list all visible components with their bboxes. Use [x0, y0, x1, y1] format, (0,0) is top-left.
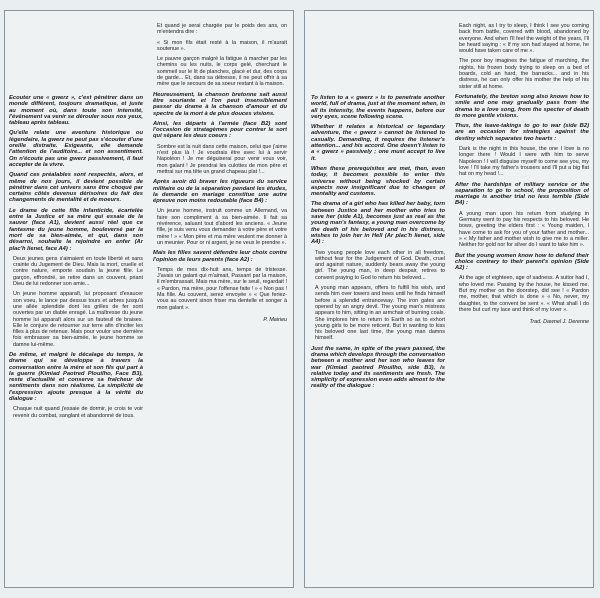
song-summary-paragraph: Deux jeunes gens s'aimaient en toute liberté et sans crainte du Jugement de Dieu. Mais la mort, cruelle et contre nature, emporte soudain la jeune fille. Le garçon, effrondré, se retire dans un couvent, priant Dieu de lui redonner son amie...: [13, 255, 143, 288]
song-summary-paragraph: Two young people love each other in all freedom, without fear for the Judgement of God. Death, cruel and against nature, suddenly bears away the young girl. The young man, in deep despair, retires to convent praying to God to return his beloved...: [315, 249, 445, 281]
english-column-2: [455, 23, 589, 585]
commentary-paragraph: Mais les filles savent défendre leur choix contre l'opinion de leurs parents (face A2) :: [153, 250, 287, 263]
song-summary-paragraph: Et quand je serai chargée par le poids des ans, on m'entendra dire :: [157, 23, 287, 36]
commentary-paragraph: Qu'elle relate une aventure historique ou légendaire, la gwerz ne peut pas s'écouter d'une oreille distraite. Exigeante, elle demande l'attention de l'auditoire... et son assentiment. On n'écoute pas une gwerz passivement, il faut accepter de la vivre.: [9, 130, 143, 168]
commentary-paragraph: Just the same, in spite of the years passed, the drama which develops through the conversation between a mother and her son who leaves for war (Kimiad paotred Plouilho, side B3), is relative today and its sentiments are fresh. The simplicity of expression even adds almost to the reality of the dialogue :: [311, 345, 445, 390]
commentary-paragraph: Whether it relates a historical or legendary adventure, the « gwerz » cannot be listened to casually. Demanding, it requires the listener's attention... and his accord. One doesn't listen to a « gwerz » passively ; one must accept to live it.: [311, 124, 445, 162]
song-summary-paragraph: « Si mon fils était resté à la maison, il m'aurait soutenue ».: [157, 39, 287, 52]
song-summary-paragraph: Sombre est la nuit dans cette maison, celui que j'aime n'est plus là ! Je voudrais être avec lui à servir Napoléon ! Je me déguiserai pour venir vous voir, mon galant ! Je prendrai les culottes de mon père et mettrai sur ma tête un grand chapeau plat !...: [157, 143, 287, 175]
commentary-paragraph: Heureusement, la chanson bretonne sait aussi être souriante et l'on peut insensiblement passer du drame à la chanson d'amour et du spectre de la mort à de plus douces visions.: [153, 91, 287, 117]
commentary-paragraph: Quand ces préalables sont respectés, alors, et même de nos jours, il devient possible de pénétrer dans cet univers sans être choqué par certains côtés devenus dérisoires du fait des changements de mentalité et de moeurs.: [9, 172, 143, 204]
commentary-paragraph: Thus, the leave-takings to go to war (side B2) are an occasion for strategies against the destiny which separates two hearts :: [455, 123, 589, 142]
english-text-panel: [304, 10, 594, 588]
song-summary-paragraph: Each night, as I try to sleep, I think I see you coming back from battle, covered with blood, abandoned by everyone. And when I'll feel the weight of the years, I'll be heard saying : « If my son had stayed at home, he would have taken care of me ».: [459, 23, 589, 55]
song-summary-paragraph: Dark is the night in this house, the one I love is no longer there ! Would I were with him to serve Napoleon ! I will disguise myself to come see you, my love ! I'll take my father's trousers and I'll put a big flat hat on my head !...: [459, 146, 589, 178]
song-summary-paragraph: A young man upon his return from studying in Germany went to pay his respects to his beloved. He bows, greeting the elders first : « Young maiden, I have come to ask for you of your father and mother... » « My father and mother wish to give me to a miller. Neither for gold nor for silver do I want to take him ».: [459, 210, 589, 249]
commentary-paragraph: The drama of a girl who has killed her baby, torn between Justice and her mother who tries to save her (side A1), becomes just as real as the young man's fantasy, a young man overcome by the death of his beloved and in his distress, wishes to join her in Hell (Ar plac'h lienet, side A4) :: [311, 201, 445, 246]
commentary-paragraph: After the hardships of military service or the separation to go to school, the proposition of marriage is another trial no less terrible (Side B4) :: [455, 181, 589, 207]
signature: P. Mairieu: [263, 316, 287, 323]
song-summary-paragraph: Le pauvre garçon malgré la fatigue à marcher par les chemins ou les nuits, le corps gelé, cherchant le sommeil sur le lit de planches, glacé et dur, des corps de garde... Et, dans sa détresse, il ne peut offrir à sa mère que le secours de sa soeur restant à la maison.: [157, 56, 287, 88]
commentary-paragraph: De même, et malgré le décalage du temps, le drame qui se développe à travers la conversation entre la mère et son fils qui part à la guerre (Kimiad Paotred Plouilho, Face B3), reste d'actualité et conserve sa fraîcheur de sentiments dans son réalisme. La simplicité de l'expression ajoute presque à la vérité du dialogue :: [9, 351, 143, 403]
commentary-paragraph: Ainsi, les départs à l'armée (face B2) sont l'occasion de stratagèmes pour contrer le sort qui sépare les deux coeurs :: [153, 120, 287, 140]
commentary-paragraph: To listen to a « gwerz » is to penetrate another world, full of drama, just at the moment when, in all its intensity, the events happens, before our very eyes, scene following scene.: [311, 95, 445, 120]
commentary-paragraph: When these prerequisites are met, then, even today, it becomes possible to enter this universe without being shocked by certain aspects now insignificant due to changes of mentality and customs.: [311, 165, 445, 198]
song-summary-paragraph: At the age of eighteen, age of sadness. A suitor had I, who loved me. Passing by the house, he kissed me. But my mother on the doorstep, did see ! « Pardon me, mother, that which is done » « No, never, my daughter, to the convent be sent ». « What shall I do there but curl my lace and think of my lover ».: [459, 275, 589, 313]
song-summary-paragraph: A young man appears, offers to fulfill his wish, and sends him over towers and trees until he finds himself before a splendid entranceway. The iron gates are opened by an angry devil. The young man's mistress appears to him, sitting in an armchair of burning coals. She implores him to return to Earth so as to exhort young girls to be more reticent. But in wanting to kiss his beloved one last time, the young man damns himself.: [315, 285, 445, 342]
commentary-paragraph: Après avoir dû braver les rigueurs du service militaire ou de la séparation pendant les études, la demande en mariage constitue une autre épreuve non moins redoutable (face B4) :: [153, 179, 287, 205]
commentary-paragraph: Ecouter une « gwerz », c'est pénétrer dans un monde différent, toujours dramatique, et juste au moment où, dans toute son intensité, l'évènement va venir se dérouler sous nos yeux, tableau après tableau.: [9, 95, 143, 127]
french-text-panel: [4, 10, 294, 588]
song-summary-paragraph: Un jeune homme apparaît, lui proposant d'exaucer son voeu, le lance par dessus tours et arbres jusqu'à une allée splendide dont les grilles de fer sont ouvertes par un diable enragé. La maîtresse du jeune homme lui apparaît alors sur un fauteuil de braises. Elle le conjure de retourner sur terre afin d'inciter les filles à plus de retenue. Mais pour voulor une dernière fois embrasser sa bien-aimée, le jeune homme se damne lui-même.: [13, 291, 143, 348]
commentary-paragraph: Fortunately, the breton song also knows how to smile and one may gradually pass from the drama to a love song, from the specter of death to more gentle visions.: [455, 93, 589, 119]
commentary-paragraph: Le drame de cette fille infanticide, écartelée entre la Justice et sa mère qui essaie de la sauver (face A1), devient aussi réel que ce fantasme du jeune homme, bouleversé par la mort de sa bien-aimée, et qui, dans son désarroi, souhaite la rejoindre en enfer (Ar plac'h lienet, face A4) :: [9, 207, 143, 252]
song-summary-paragraph: Un jeune homme, instruit comme un Allemand, va faire son compliment à sa bien-aimée. Il fait sa révérence, saluant tout d'abord les anciens. « Jeune fille, je suis venu vous demander à votre père et votre mère ! » « Mon père et ma mère veulent me donner à un meunier. Pour or ni argent, je ne veux le prendre ».: [157, 208, 287, 246]
song-summary-paragraph: Chaque nuit quand j'essaie de dormir, je crois te voir revenir du combat, sanglant et abandonné de tous.: [13, 406, 143, 419]
french-column-1: [9, 95, 143, 585]
song-summary-paragraph: Temps de mes dix-huit ans, temps de tristesse. J'avais un galant qui m'aimait, Passant par la maison, il m'embrassait. Mais ma mère, sur le seuil, regardait ! « Pardon, ma mère, pour l'offense faite ! » « Non pas ! Ma fille. Au couvent, serez envoyée » « Que feriez-vous au couvent sinon friser ma dentelle et songer à mon galant ».: [157, 266, 287, 311]
signature: Trad. Dawnel J. Derenne: [529, 319, 589, 326]
commentary-paragraph: But the young women know how to defend their choice contrary to their parent's opinion (Side A2) :: [455, 252, 589, 272]
english-column-1: [311, 95, 445, 585]
song-summary-paragraph: The poor boy imagines the fatigue of marching, the nights, his frozen body trying to sleep on a bed of boards, cold an hard, the barracks... and in his distress, he can only offer his mother the help of his sister still at home.: [459, 58, 589, 90]
french-column-2: [153, 23, 287, 585]
